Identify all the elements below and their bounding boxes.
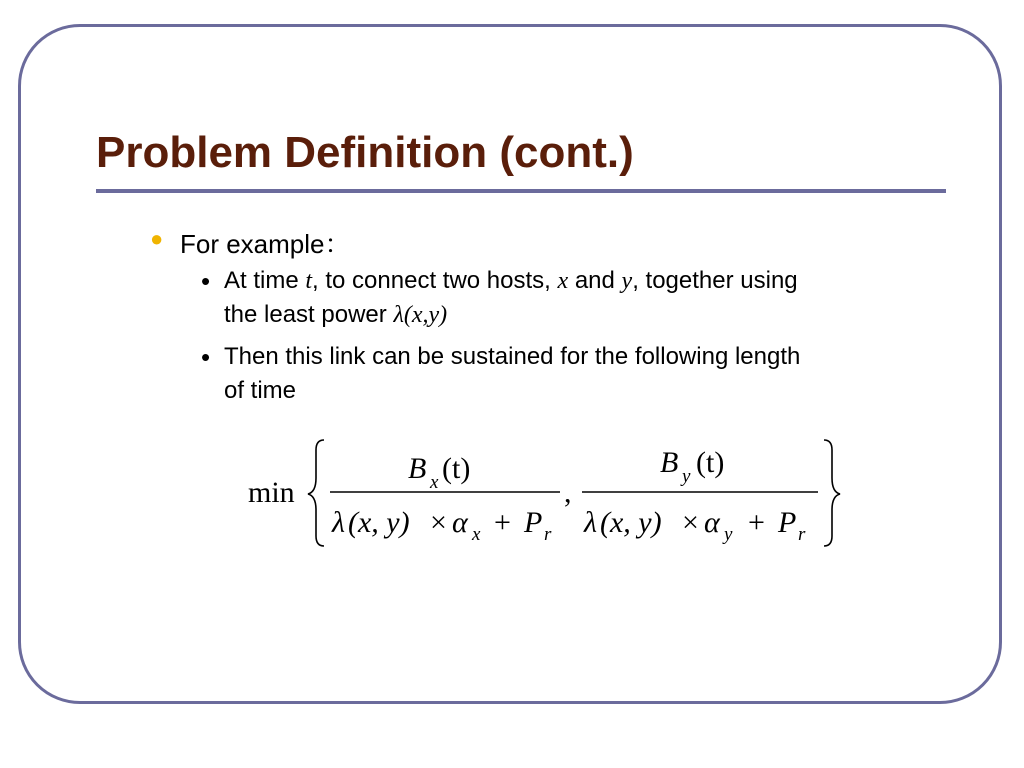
den-y-alpha: α [704, 506, 720, 539]
sub-bullet-line: At time t, to connect two hosts, x and y, together using [224, 267, 798, 294]
den-y-args: (x, y) [600, 506, 662, 539]
den-x-args: (x, y) [348, 506, 410, 539]
title-underline [96, 189, 946, 193]
den-x-P: P [524, 506, 543, 539]
den-y-alpha-sub: y [724, 524, 733, 545]
den-x-alpha: α [452, 506, 468, 539]
num-y-B: B [660, 446, 679, 479]
bullet-for-example: For example： [180, 229, 351, 259]
sub-bullet-dot-icon: • [201, 342, 211, 372]
den-x-alpha-sub: x [472, 524, 481, 545]
num-x-arg: (t) [442, 452, 471, 485]
sub-bullet-dot-icon: • [201, 266, 211, 296]
den-x-P-sub: r [544, 524, 552, 545]
num-x-sub: x [430, 472, 439, 493]
num-y-sub: y [682, 466, 691, 487]
formula-right-brace [824, 440, 840, 546]
den-x-times: × [430, 506, 447, 539]
formula-comma: , [564, 476, 572, 509]
num-x-B: B [408, 452, 427, 485]
sub-bullet-then-link: Then this link can be sustained for the following length of time [224, 343, 801, 404]
den-y-times: × [682, 506, 699, 539]
slide-title: Problem Definition (cont.) [96, 128, 634, 177]
sub-bullet-at-time [224, 264, 924, 332]
bullet-dot-icon: ● [150, 226, 164, 251]
lifetime-formula [246, 432, 846, 552]
formula-left-brace [308, 440, 324, 546]
den-y-lambda: λ [584, 506, 597, 539]
num-y-arg: (t) [696, 446, 725, 479]
sub-bullet-line: the least power λ(x,y) [224, 301, 448, 328]
den-x-lambda: λ [332, 506, 345, 539]
formula-min: min [248, 476, 295, 509]
den-x-plus: + [494, 506, 511, 539]
den-y-plus: + [748, 506, 765, 539]
den-y-P: P [778, 506, 797, 539]
den-y-P-sub: r [798, 524, 806, 545]
